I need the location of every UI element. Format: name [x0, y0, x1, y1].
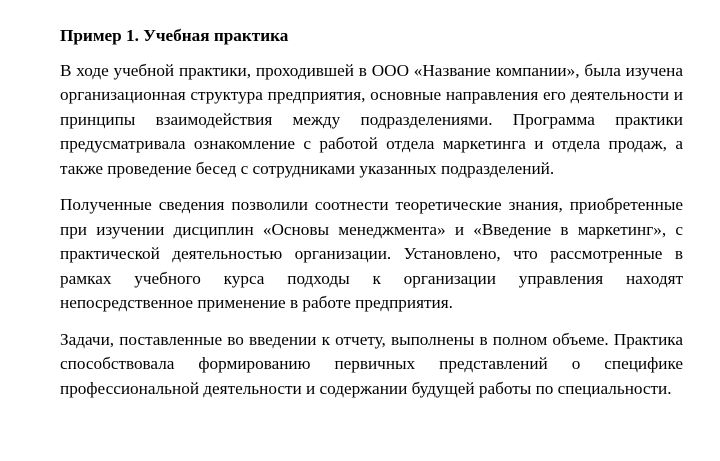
paragraph-3: Задачи, поставленные во введении к отчету, выполнены в полном объеме. Практика способствовала формированию первичных представлений о специфике профессиональной деятельности и содержании будущей работы по специальности. — [60, 329, 683, 398]
document-body — [60, 24, 683, 401]
paragraph-1: В ходе учебной практики, проходившей в ООО «Название компании», была изучена организационная структура предприятия, основные направления его деятельности и принципы взаимодействия между подразделениями. Программа практики предусматривала ознакомление с работой отдела маркетинга и отдела продаж, а также проведение бесед с сотрудниками указанных подразделений. — [60, 60, 683, 178]
paragraph-2: Полученные сведения позволили соотнести теоретические знания, приобретенные при изучении дисциплин «Основы менеджмента» и «Введение в маркетинг», с практической деятельностью организации. Установлено, что рассмотренные в рамках учебного курса подходы к организации управления находят непосредственное применение в работе предприятия. — [60, 195, 683, 312]
section-heading: Пример 1. Учебная практика — [60, 26, 289, 45]
